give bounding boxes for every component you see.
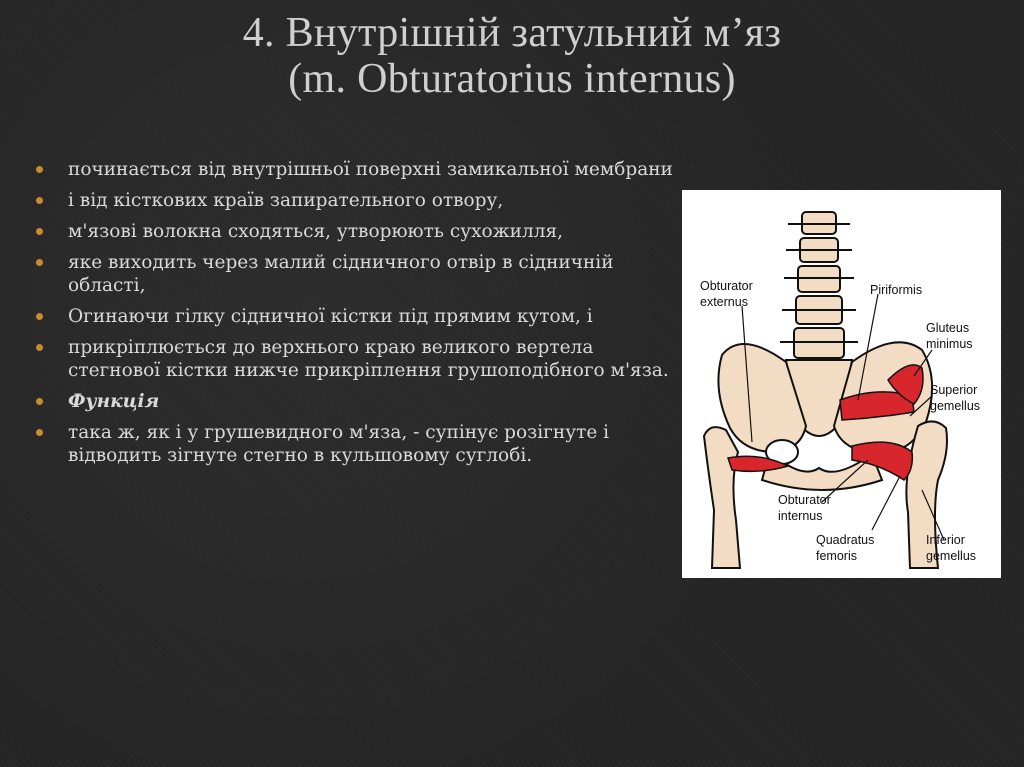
title-line-1: 4. Внутрішній затульний м’яз <box>242 10 782 56</box>
bullet-dot-icon <box>36 398 43 405</box>
bullet-dot-icon <box>36 166 43 173</box>
label-superior-gemellus-line1: Superior <box>930 383 978 397</box>
label-gluteus-minimus-line1: Gluteus <box>926 321 970 335</box>
label-quadratus-femoris-line1: Quadratus <box>816 533 875 547</box>
label-inferior-gemellus-line1: Inferior <box>926 533 965 547</box>
bullet-dot-icon <box>36 313 43 320</box>
bullet-list <box>36 158 676 475</box>
label-obturator-externus-line2: externus <box>700 295 748 309</box>
bullet-item-function: Функція <box>36 390 676 413</box>
label-gluteus-minimus-line2: minimus <box>926 337 973 351</box>
bullet-item: така ж, як і у грушевидного м'яза, - супінує розігнуте і відводить зігнуте стегно в кульшовому суглобі. <box>36 421 676 467</box>
bullet-dot-icon <box>36 429 43 436</box>
lumbar-spine <box>780 212 858 358</box>
label-obturator-internus-line2: internus <box>778 509 823 523</box>
title-line-2: (m. Obturatorius internus) <box>288 56 736 102</box>
bullet-item: м'язові волокна сходяться, утворюють сухожилля, <box>36 220 676 243</box>
bullet-dot-icon <box>36 228 43 235</box>
pelvis-illustration <box>682 190 1001 578</box>
label-piriformis: Piriformis <box>870 283 923 297</box>
label-obturator-externus-line1: Obturator <box>700 279 753 293</box>
bullet-dot-icon <box>36 344 43 351</box>
bullet-dot-icon <box>36 259 43 266</box>
label-quadratus-femoris-line2: femoris <box>816 549 857 563</box>
left-femur <box>704 427 740 568</box>
bullet-item: Огинаючи гілку сідничної кістки під прямим кутом, і <box>36 305 676 328</box>
bullet-item: яке виходить через малий сідничного отвір в сідничній області, <box>36 251 676 297</box>
bullet-item: прикріплюється до верхнього краю великого вертела стегнової кістки нижче прикріплення грушоподібного м'яза. <box>36 336 676 382</box>
label-inferior-gemellus-line2: gemellus <box>926 549 977 563</box>
label-superior-gemellus-line2: gemellus <box>930 399 981 413</box>
bullet-item: і від кісткових країв запирательного отвору, <box>36 189 676 212</box>
bullet-item: починається від внутрішньої поверхні замикальної мембрани <box>36 158 676 181</box>
label-obturator-internus-line1: Obturator <box>778 493 831 507</box>
slide-title <box>0 10 1024 102</box>
bullet-dot-icon <box>36 197 43 204</box>
pelvis-muscle-diagram <box>682 190 1001 578</box>
